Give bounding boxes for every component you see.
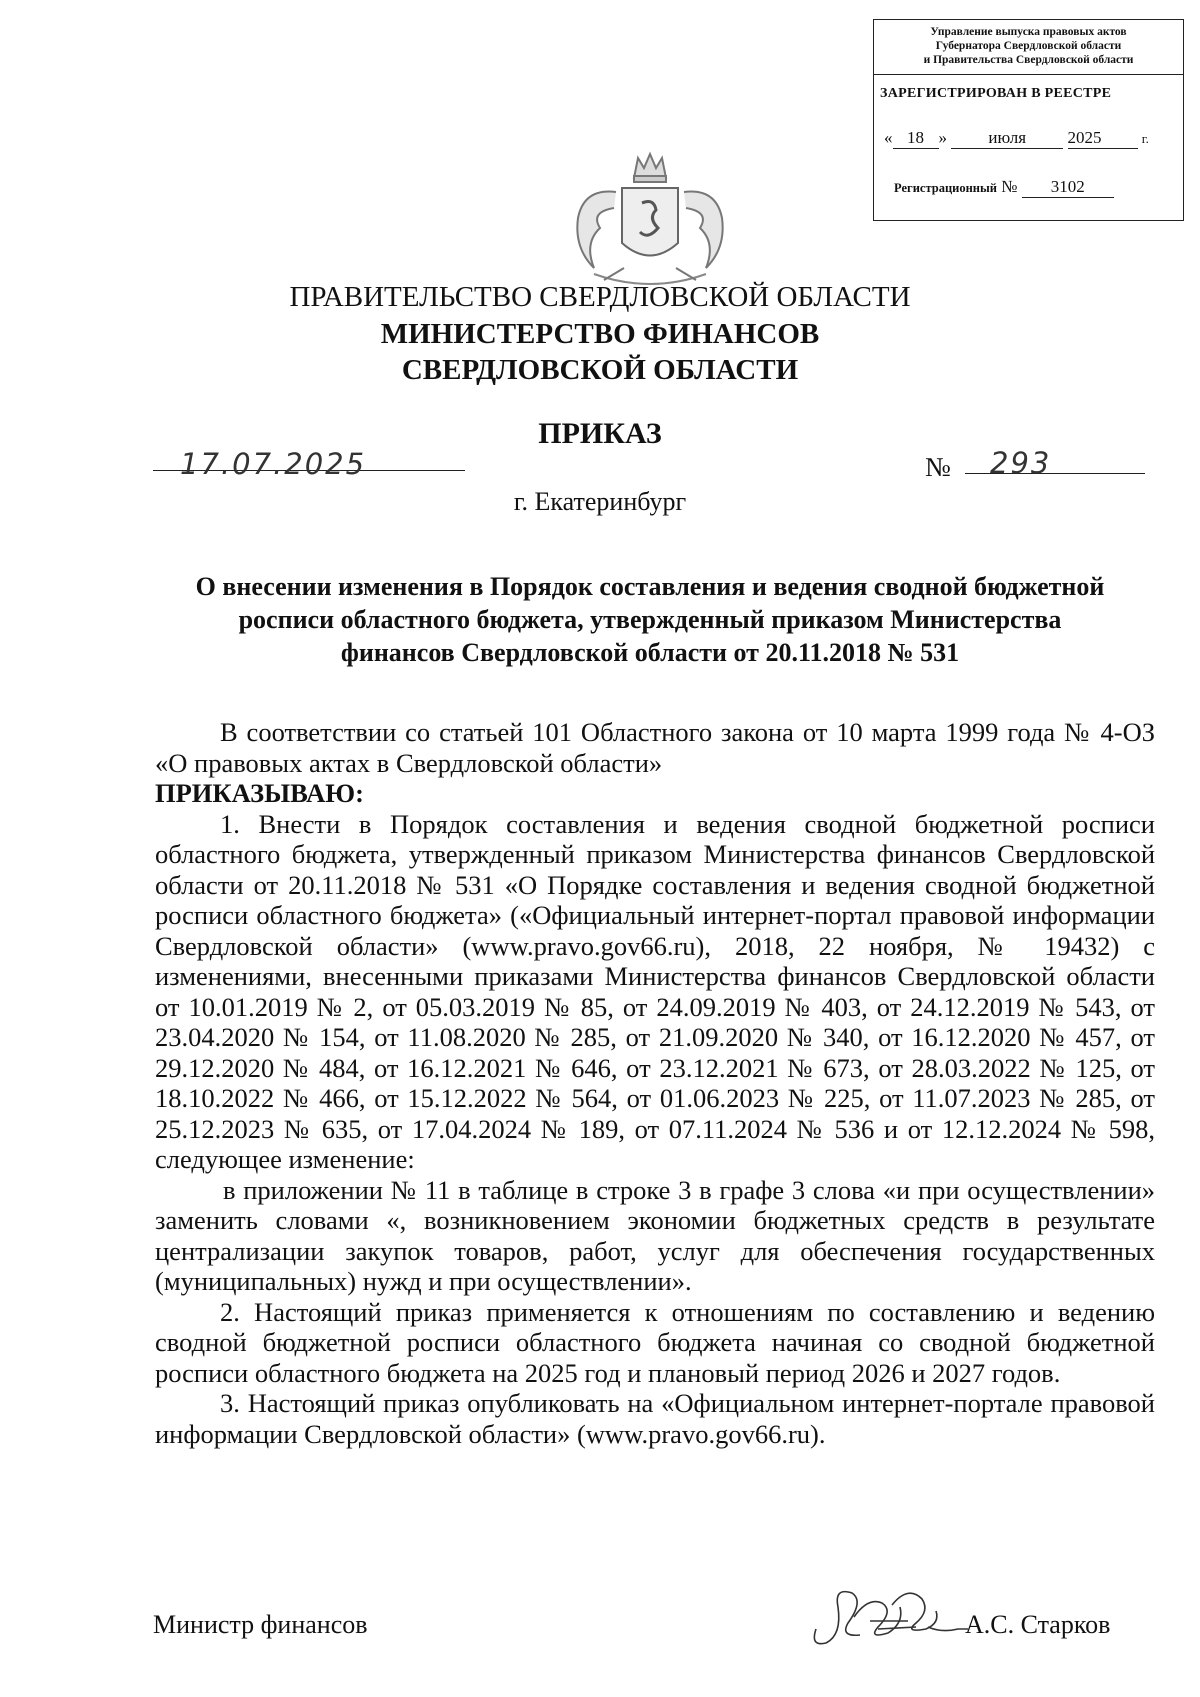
stamp-year-unit: г. [1141,131,1149,146]
stamp-month: июля [951,128,1063,149]
stamp-close-quote: » [938,128,947,147]
document-heading [145,570,1155,669]
item-1-change-paragraph: в приложении № 11 в таблице в строке 3 в графе 3 слова «и при осуществлении» заменить словами «, возникновением экономии бюджетных средств в результате централизации закупок товаров, работ, услуг для обеспечения государственных (муниципальных) нужд и при осуществлении». [155,1174,1155,1296]
stamp-header-line: и Правительства Свердловской области [923,54,1134,66]
stamp-year-suffix: 25 [1084,128,1102,147]
stamp-date [884,128,1149,149]
stamp-reg-label: Регистрационный [894,181,997,195]
signatory-name: А.С. Старков [965,1610,1111,1639]
document-body [155,717,1155,1449]
item-3-paragraph: 3. Настоящий приказ опубликовать на «Официальном интернет-портале правовой информации Свердловской области» (www.pravo.gov66.ru). [155,1388,1155,1449]
document-type: ПРИКАЗ [538,417,662,450]
heading-line: росписи областного бюджета, утвержденный приказом Министерства [238,605,1062,634]
ministry-name-line2: СВЕРДЛОВСКОЙ ОБЛАСТИ [401,354,799,386]
stamp-num-sign: № [1001,177,1018,196]
stamp-header-line: Управление выпуска правовых актов [930,26,1127,38]
registry-stamp [873,19,1184,221]
city: г. Екатеринбург [513,487,687,516]
stamp-year-prefix: 20 [1067,128,1085,147]
ministry-name-line1: МИНИСТЕРСТВО ФИНАНСОВ [380,318,820,350]
stamp-day: 18 [893,128,939,149]
order-number-label: № [925,452,951,482]
item-1-paragraph: 1. Внести в Порядок составления и ведения сводной бюджетной росписи областного бюджета, утвержденный приказом Министерства финансов Свердловской области от 20.11.2018 № 531 «О Порядке составления и ведения сводной бюджетной росписи областного бюджета» («Официальный интернет-портал правовой информации Свердловской области» (www.pravo.gov66.ru), 2018, 22 ноября, № 19432) с изменениями, внесенными приказами Министерства финансов Свердловской области от 10.01.2019 № 2, от 05.03.2019 № 85, от 24.09.2019 № 403, от 24.12.2019 № 543, от 23.04.2020 № 154, от 11.08.2020 № 285, от 21.09.2020 № 340, от 16.12.2020 № 457, от 29.12.2020 № 484, от 16.12.2021 № 646, от 23.12.2021 № 673, от 28.03.2022 № 125, от 18.10.2022 № 466, от 15.12.2022 № 564, от 01.06.2023 № 225, от 11.07.2023 № 285, от 25.12.2023 № 635, от 17.04.2024 № 189, от 07.11.2024 № 536 и от 12.12.2024 № 598, следующее изменение: [155,808,1155,1174]
item-2-paragraph: 2. Настоящий приказ применяется к отношениям по составлению и ведению сводной бюджетной росписи областного бюджета начиная со сводной бюджетной росписи областного бюджета на 2025 год и плановый период 2026 и 2027 годов. [155,1296,1155,1388]
handwritten-signature-icon [808,1577,970,1655]
coat-of-arms-icon [564,148,736,296]
government-name: ПРАВИТЕЛЬСТВО СВЕРДЛОВСКОЙ ОБЛАСТИ [289,281,911,313]
handwritten-date: 17.07.2025 [180,447,367,481]
stamp-header [874,20,1183,75]
preamble-paragraph: В соответствии со статьей 101 Областного закона от 10 марта 1999 года № 4-ОЗ «О правовых актах в Свердловской области» [155,717,1155,778]
heading-line: финансов Свердловской области от 20.11.2018 № 531 [340,638,960,667]
heading-line: О внесении изменения в Порядок составления и ведения сводной бюджетной [195,572,1105,601]
handwritten-number: 293 [990,446,1052,480]
stamp-header-line: Губернатора Свердловской области [935,40,1122,52]
stamp-registered: ЗАРЕГИСТРИРОВАН В РЕЕСТРЕ [880,86,1112,101]
signatory-position: Министр финансов [153,1610,368,1639]
stamp-number [894,177,1114,198]
stamp-year [1068,128,1138,149]
stamp-reg-number: 3102 [1022,177,1114,198]
order-word: ПРИКАЗЫВАЮ: [155,778,364,808]
stamp-open-quote: « [884,128,893,147]
